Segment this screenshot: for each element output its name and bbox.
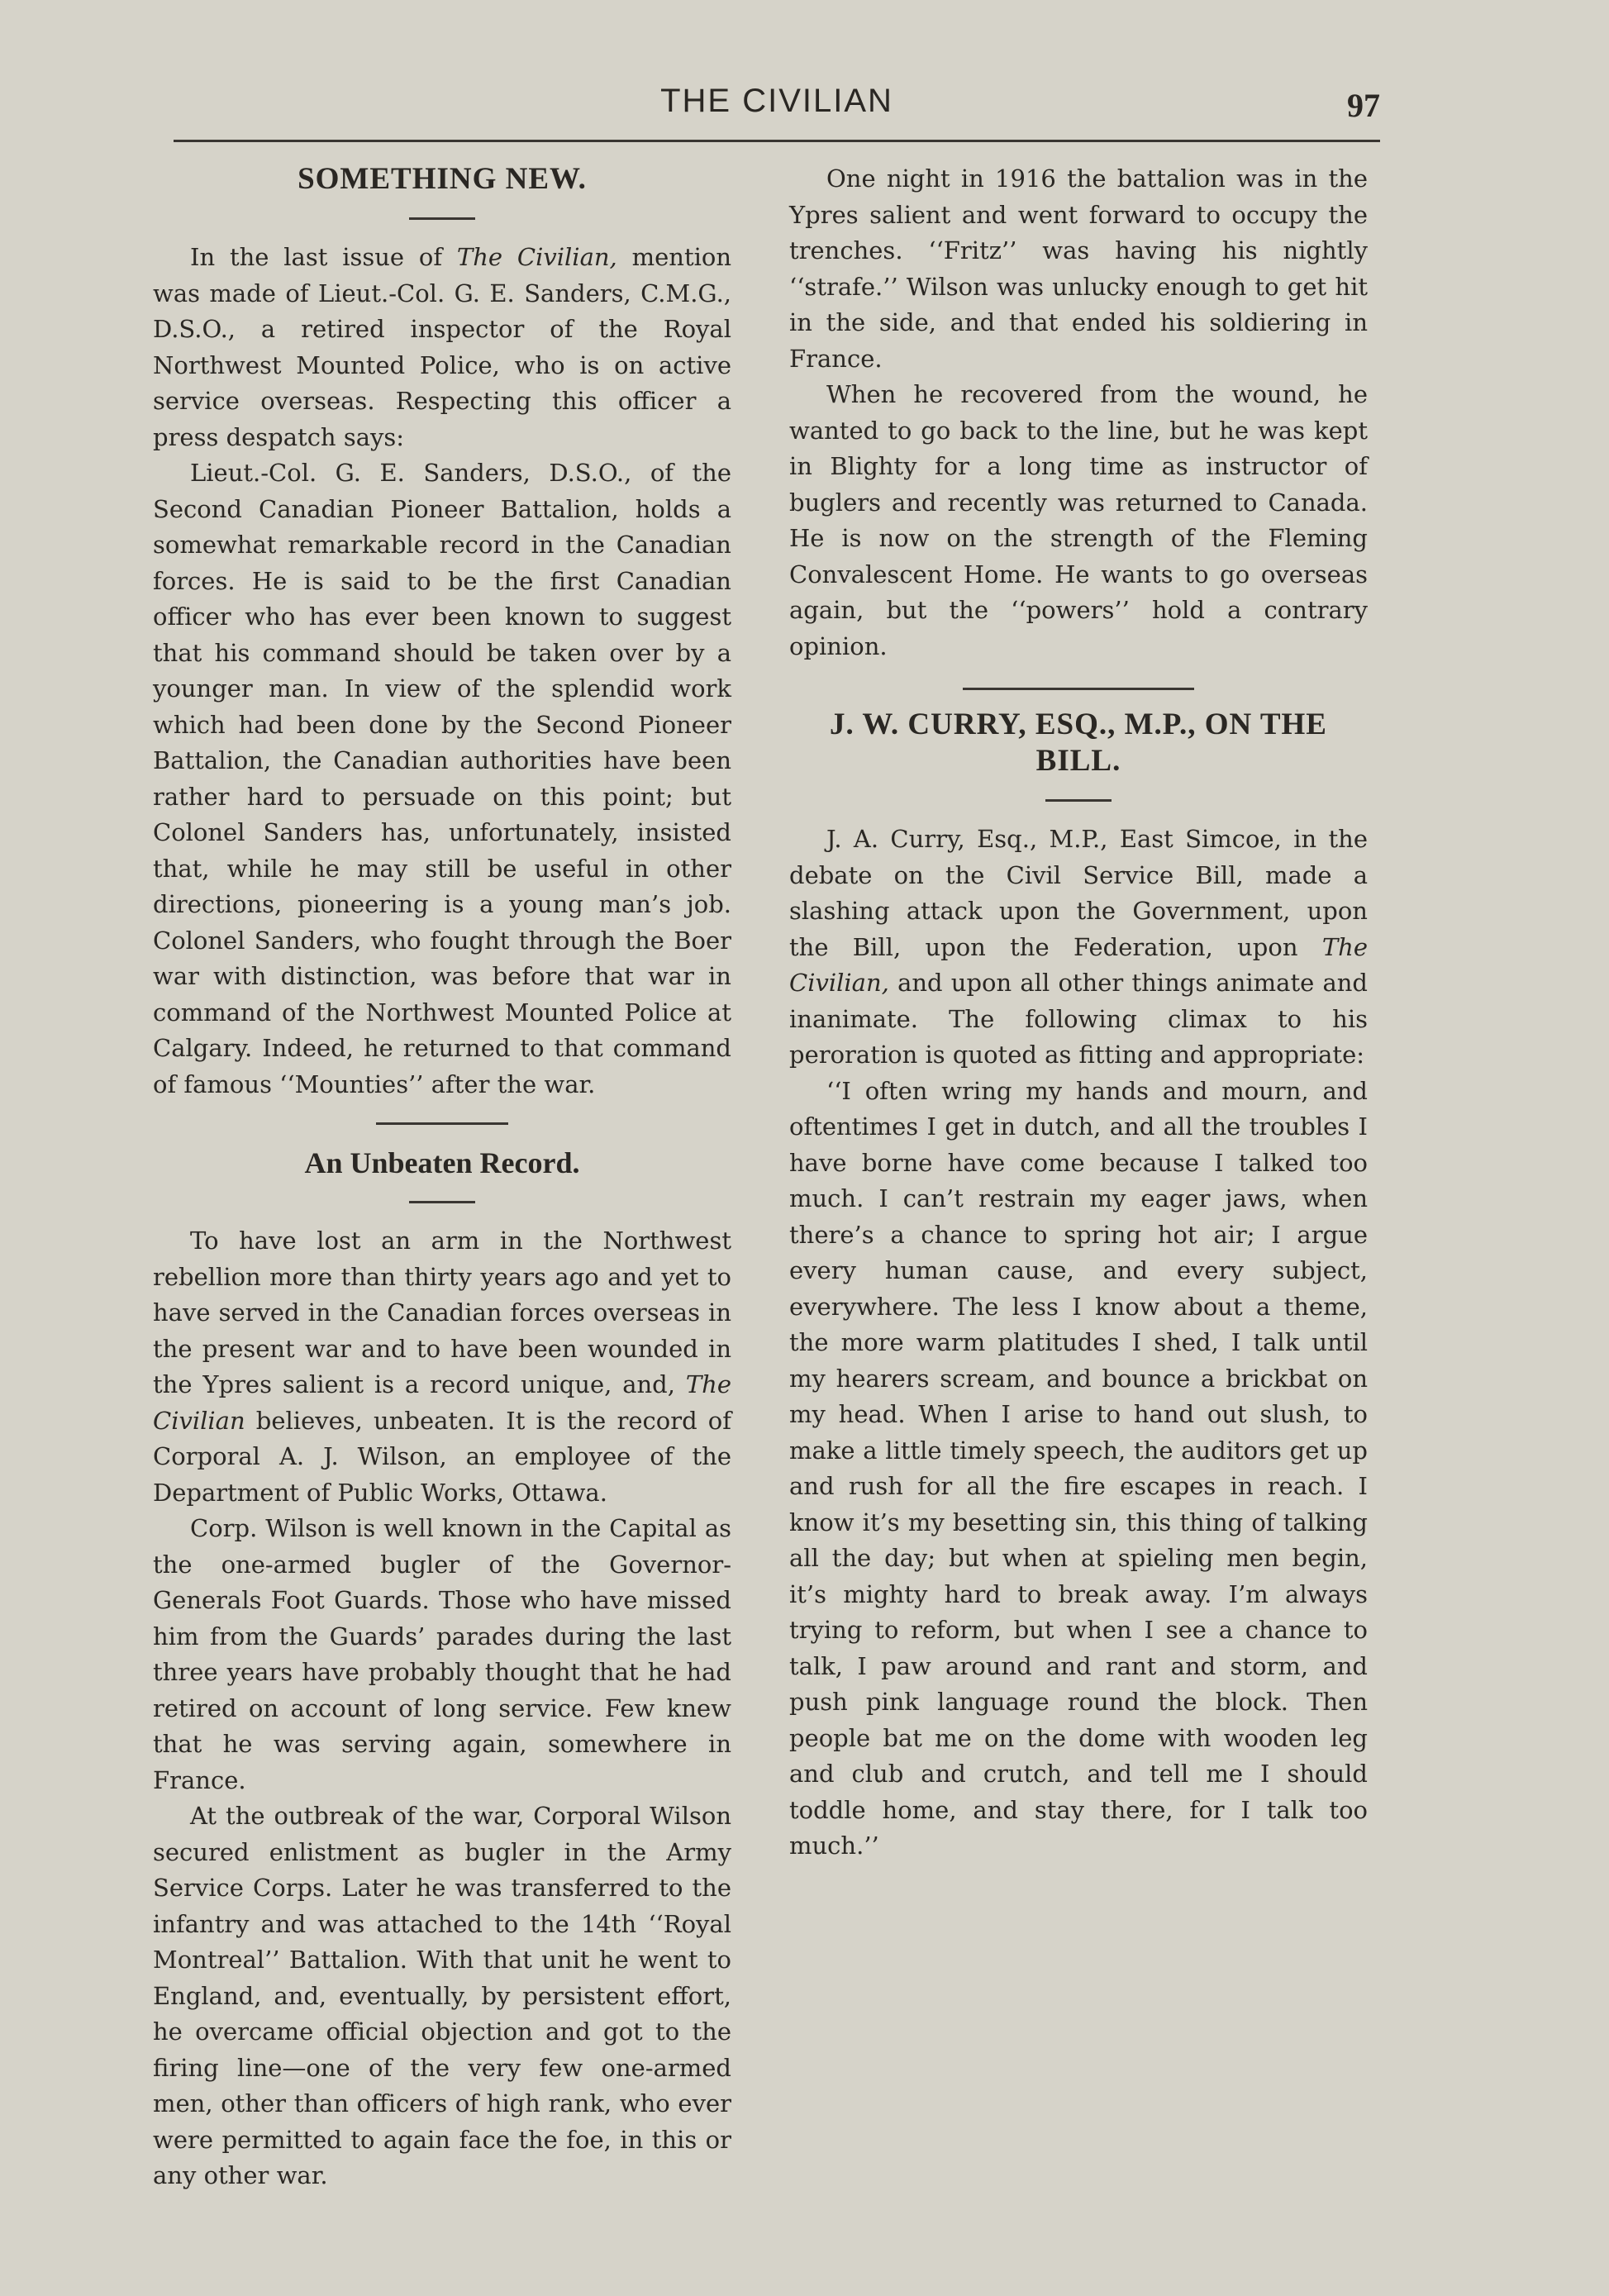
article-paragraph: At the outbreak of the war, Corporal Wilson secured enlistment as bugler in the Army Service Corps. Later he was transferred to the infantry and was attached to the 14th ‘‘Royal Montreal’’ Battalion. With that unit he went to England, and, eventually, by persistent effort, he overcame official objection and got to the firing line—one of the very few one-armed men, other than officers of high rank, who ever were permitted to again face the foe, in this or any other war. bbox=[153, 1802, 731, 2189]
running-title: THE CIVILIAN bbox=[660, 83, 893, 119]
headline-rule bbox=[409, 217, 475, 220]
article-paragraph: To have lost an arm in the Northwest rebellion more than thirty years ago and yet to have served in the Canadian forces overseas in the present war and to have been wounded in the Ypres salient is a record unique, and, The Civilian believes, unbeaten. It is the record of Corporal A. J. Wilson, an employee of the Department of Public Works, Ottawa. bbox=[153, 1227, 731, 1507]
right-column bbox=[789, 161, 1368, 1865]
article-headline-unbeaten-record: An Unbeaten Record. bbox=[304, 1146, 580, 1179]
section-rule bbox=[376, 1122, 508, 1125]
article-paragraph: One night in 1916 the battalion was in the Ypres salient and went forward to occupy the trenches. ‘‘Fritz’’ was having his nightly ‘‘strafe.’’ Wilson was unlucky enough to get hit in the side, and that ended his soldiering in France. bbox=[789, 164, 1368, 373]
page-number: 97 bbox=[1347, 87, 1380, 124]
article-paragraph: ‘‘I often wring my hands and mourn, and oftentimes I get in dutch, and all the troubles I have borne have come because I talked too much. I can’t restrain my eager jaws, when there’s a chance to spring hot air; I argue every human cause, and every subject, everywhere. The less I know about a theme, the more warm platitudes I shed, I talk until my hearers scream, and bounce a brickbat on my head. When I arise to hand out slush, to make a little timely speech, the auditors get up and rush for all the fire escapes in reach. I know it’s my besetting sin, this thing of talking all the day; but when at spieling men begin, it’s mighty hard to break away. I’m always trying to reform, but when I see a chance to talk, I paw around and rant and storm, and push pink language round the block. Then people bat me on the dome with wooden leg and club and crutch, and tell me I should toddle home, and stay there, for I talk too much.’’ bbox=[789, 1076, 1368, 1860]
article-headline-something-new: SOMETHING NEW. bbox=[298, 162, 587, 196]
headline-rule bbox=[1045, 799, 1112, 802]
article-paragraph: J. A. Curry, Esq., M.P., East Simcoe, in the debate on the Civil Service Bill, made a slashing attack upon the Government, upon the Bill, upon the Federation, upon The Civilian, and upon all other things animate and inanimate. The following climax to his peroration is quoted as fitting and appropriate: bbox=[789, 825, 1368, 1069]
article-paragraph: Lieut.-Col. G. E. Sanders, D.S.O., of the Second Canadian Pioneer Battalion, holds a somewhat remarkable record in the Canadian forces. He is said to be the first Canadian officer who has ever been known to suggest that his command should be taken over by a younger man. In view of the splendid work which had been done by the Second Pioneer Battalion, the Canadian authorities have been rather hard to persuade on this point; but Colonel Sanders has, unfortunately, insisted that, while he may still be useful in other directions, pioneering is a young man’s job. Colonel Sanders, who fought through the Boer war with distinction, was before that war in command of the Northwest Mounted Police at Calgary. Indeed, he returned to that command of famous ‘‘Mounties’’ after the war. bbox=[153, 459, 731, 1098]
article-headline-curry: J. W. CURRY, ESQ., M.P., ON THE BILL. bbox=[830, 707, 1327, 778]
section-rule bbox=[963, 688, 1194, 690]
article-paragraph: In the last issue of The Civilian, mention was made of Lieut.-Col. G. E. Sanders, C.M.G., D.S.O., a retired inspector of the Royal Northwest Mounted Police, who is on active service overseas. Respecting this officer a press despatch says: bbox=[153, 243, 732, 451]
headline-rule bbox=[409, 1201, 475, 1203]
left-column bbox=[153, 161, 731, 2194]
article-paragraph: Corp. Wilson is well known in the Capital as the one-armed bugler of the Governor-Generals Foot Guards. Those who have missed him from the Guards’ parades during the last three years have probably thought that he had retired on account of long service. Few knew that he was serving again, somewhere in France. bbox=[153, 1514, 731, 1794]
page-header bbox=[174, 83, 1380, 132]
header-rule bbox=[174, 140, 1380, 142]
article-paragraph: When he recovered from the wound, he wanted to go back to the line, but he was kept in Blighty for a long time as instructor of buglers and recently was returned to Canada. He is now on the strength of the Fleming Convalescent Home. He wants to go overseas again, but the ‘‘powers’’ hold a contrary opinion. bbox=[789, 380, 1368, 660]
